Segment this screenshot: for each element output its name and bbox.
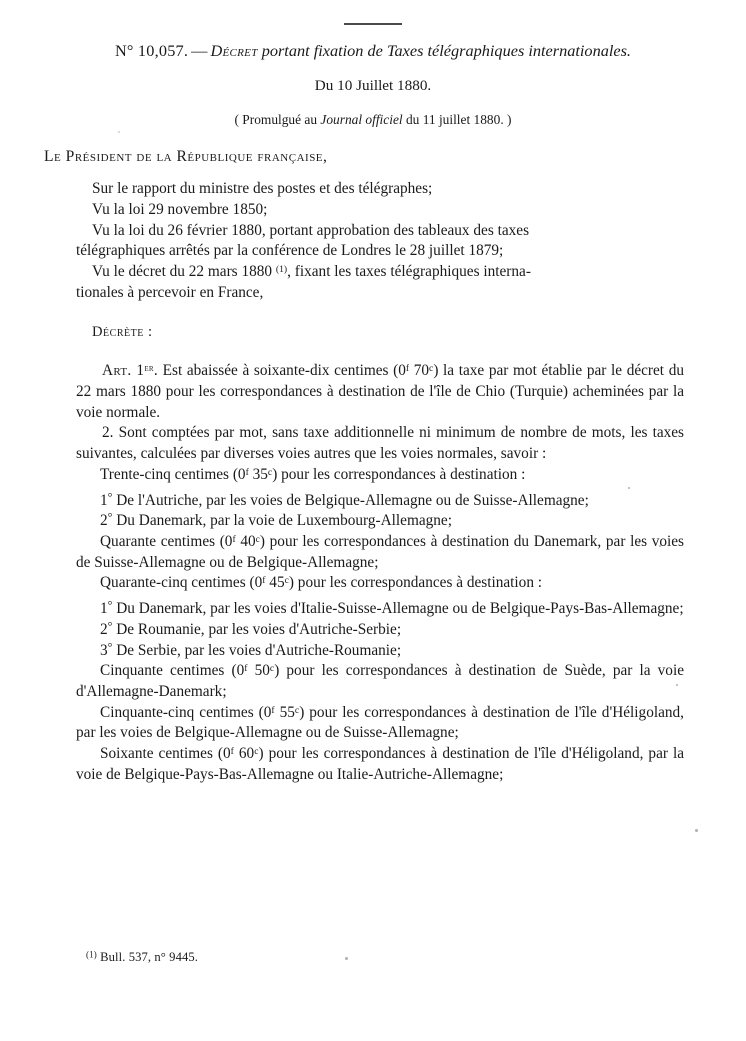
scan-speck [345, 957, 348, 960]
title-dash: — [191, 41, 208, 60]
rate-60-centimes: Soixante centimes (0$^f$ 60$^c$) pour les correspondances à destination de l'île d'Héligoland, par la voie de Belgique-Pays-Bas-Allemagne ou Italie-Autriche-Allemagne; [76, 745, 685, 783]
article-1-label: Art. 1er. [102, 362, 159, 380]
decree-number: N° 10,057. [114, 41, 189, 60]
scan-speck [628, 487, 630, 489]
rate-50-centimes: Cinquante centimes (0$^f$ 50$^c$) pour les correspondances à destination de Suède, par la voie d'Allemagne-Danemark; [76, 662, 684, 701]
article-1: Art. 1er. Est abaissée à soixante-dix centimes (0$^f$ 70$^c$) la taxe par mot établie par le décret du 22 mars 1880 pour les correspondances à destination de l'île de Chio (Turquie) acheminées par la voie normale. [76, 362, 684, 421]
journal-officiel-reference: Journal officiel [320, 112, 403, 128]
scan-speck [676, 684, 678, 686]
rate-35-item-1: 1° De l'Autriche, par les voies de Belgique-Allemagne ou de Suisse-Allemagne; [100, 489, 589, 509]
decrete-heading: Décrète : [92, 324, 153, 341]
document-title [0, 40, 746, 61]
decree-date: Du 10 Juillet 1880. [314, 77, 432, 95]
footnote-marker: (1) [86, 949, 97, 960]
rate-35-centimes: Trente-cinq centimes (0$^f$ 35$^c$) pour les correspondances à destination : [100, 465, 526, 483]
footnote-marker-inline: (1) [275, 264, 288, 275]
scan-speck [695, 829, 698, 832]
top-ornament-rule [0, 0, 746, 34]
visa-law-1880: Vu la loi du 26 février 1880, portant approbation des tableaux des taxes [92, 221, 530, 239]
scan-speck [638, 542, 640, 544]
rate-45-item-1: 1° Du Danemark, par les voies d'Italie-Suisse-Allemagne ou de Belgique-Pays-Bas-Allemagne; [100, 598, 684, 618]
article-2-intro: 2. Sont comptées par mot, sans taxe additionnelle ni minimum de nombre de mots, les taxes suivantes, calculées par diverses voies autres que les voies normales, savoir : [76, 424, 684, 463]
promulgation-line [0, 112, 746, 128]
promulgation-suffix: du 11 juillet 1880. ) [402, 112, 512, 128]
visa-clauses [76, 179, 684, 303]
rate-40-centimes: Quarante centimes (0$^f$ 40$^c$) pour les correspondances à destination du Danemark, par les voies de Suisse-Allemagne ou de Belgique-Allemagne; [76, 533, 684, 571]
scan-speck [118, 131, 120, 133]
issuing-authority: Le Président de la République française, [44, 148, 328, 166]
articles-section [76, 361, 684, 785]
rate-45-centimes: Quarante-cinq centimes (0$^f$ 45$^c$) pour les correspondances à destination : [100, 574, 543, 592]
rate-35-item-2: 2° Du Danemark, par la voie de Luxembourg-Allemagne; [100, 510, 452, 530]
footnote-text: Bull. 537, n° 9445. [96, 950, 199, 964]
rate-45-item-2: 2° De Roumanie, par les voies d'Autriche-Serbie; [100, 618, 402, 638]
title-decret-word: Décret [210, 41, 258, 60]
visa-report: Sur le rapport du ministre des postes et des télégraphes; [92, 180, 433, 198]
scan-speck [659, 545, 661, 547]
rate-55-centimes: Cinquante-cinq centimes (0$^f$ 55$^c$) pour les correspondances à destination de l'île d'Héligoland, par les voies de Belgique-Allemagne ou de Suisse-Allemagne; [76, 703, 685, 742]
visa-law-1850: Vu la loi 29 novembre 1850; [92, 200, 268, 218]
rate-45-item-3: 3° De Serbie, par les voies d'Autriche-Roumanie; [100, 639, 402, 659]
visa-decree-1880-cont: tionales à percevoir en France, [76, 283, 264, 301]
footnote [86, 950, 198, 965]
document-body [0, 179, 746, 785]
horizontal-rule [344, 23, 402, 25]
visa-decree-1880: Vu le décret du 22 mars 1880 $^{(1)}$, fixant les taxes télégraphiques interna- [92, 263, 531, 281]
promulgation-prefix: ( Promulgué au [234, 112, 321, 128]
visa-law-1880-cont: télégraphiques arrêtés par la conférence de Londres le 28 juillet 1879; [76, 242, 504, 260]
title-subject: portant fixation de Taxes télégraphiques internationales. [261, 41, 632, 60]
